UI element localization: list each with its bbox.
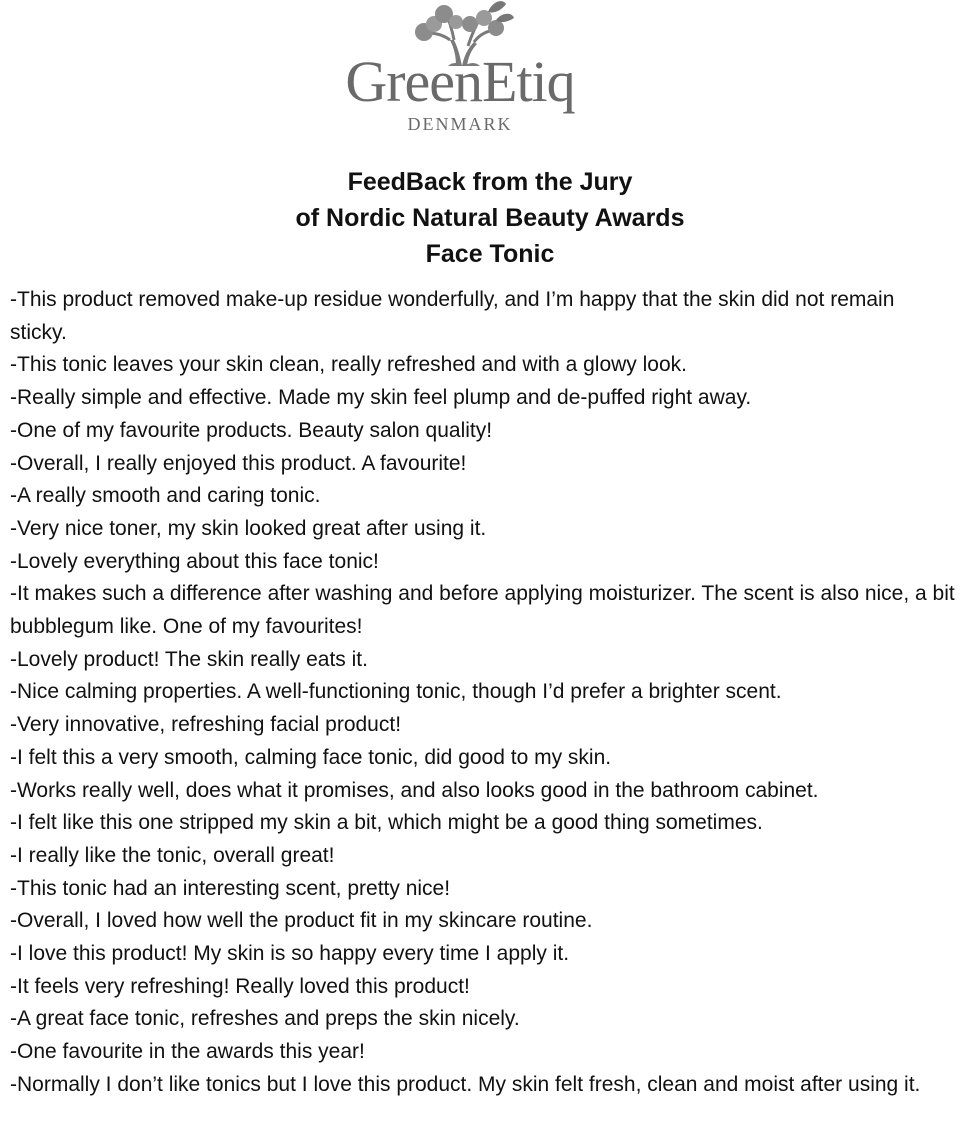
review-item: -Lovely everything about this face tonic! [10,549,379,573]
heading-line-3: Face Tonic [425,240,555,268]
review-item: -I love this product! My skin is so happy every time I apply it. [10,942,570,966]
review-item: -I felt this a very smooth, calming face tonic, did good to my skin. [10,745,612,769]
review-item: -A great face tonic, refreshes and preps the skin nicely. [10,1007,520,1031]
heading-line-2: of Nordic Natural Beauty Awards [295,204,685,232]
review-item: -Works really well, does what it promises, and also looks good in the bathroom cabinet. [10,778,819,802]
review-item: -Normally I don’t like tonics but I love this product. My skin felt fresh, clean and moist after using it. [10,1072,921,1096]
review-item: -Lovely product! The skin really eats it. [10,647,368,671]
review-item: -This product removed make-up residue wonderfully, and I’m happy that the skin did not remain sticky. [10,288,895,344]
logo-wordmark: GreenEtiq [345,49,575,114]
review-item: -Overall, I really enjoyed this product. A favourite! [10,451,467,475]
document-heading [0,164,980,272]
review-item: -Nice calming properties. A well-functioning tonic, though I’d prefer a brighter scent. [10,680,782,704]
review-item: -Very innovative, refreshing facial product! [10,713,402,737]
review-item: -It feels very refreshing! Really loved this product! [10,974,470,998]
logo-subtitle: DENMARK [407,114,513,134]
review-item: -This tonic leaves your skin clean, really refreshed and with a glowy look. [10,353,687,377]
review-item: -I felt like this one stripped my skin a bit, which might be a good thing sometimes. [10,811,763,835]
heading-line-1: FeedBack from the Jury [347,168,633,196]
review-item: -Very nice toner, my skin looked great after using it. [10,516,487,540]
review-item: -I really like the tonic, overall great! [10,843,335,867]
review-item: -Overall, I loved how well the product fit in my skincare routine. [10,909,593,933]
review-item: -One favourite in the awards this year! [10,1040,365,1064]
brand-logo [320,0,600,140]
review-item: -Really simple and effective. Made my skin feel plump and de-puffed right away. [10,386,752,410]
review-item: -A really smooth and caring tonic. [10,484,321,508]
review-item: -It makes such a difference after washing and before applying moisturizer. The scent is also nice, a bit bubblegum like. One of my favourites! [10,582,955,639]
review-item: -This tonic had an interesting scent, pretty nice! [10,876,451,900]
review-item: -One of my favourite products. Beauty salon quality! [10,418,493,442]
review-list [10,284,955,1102]
